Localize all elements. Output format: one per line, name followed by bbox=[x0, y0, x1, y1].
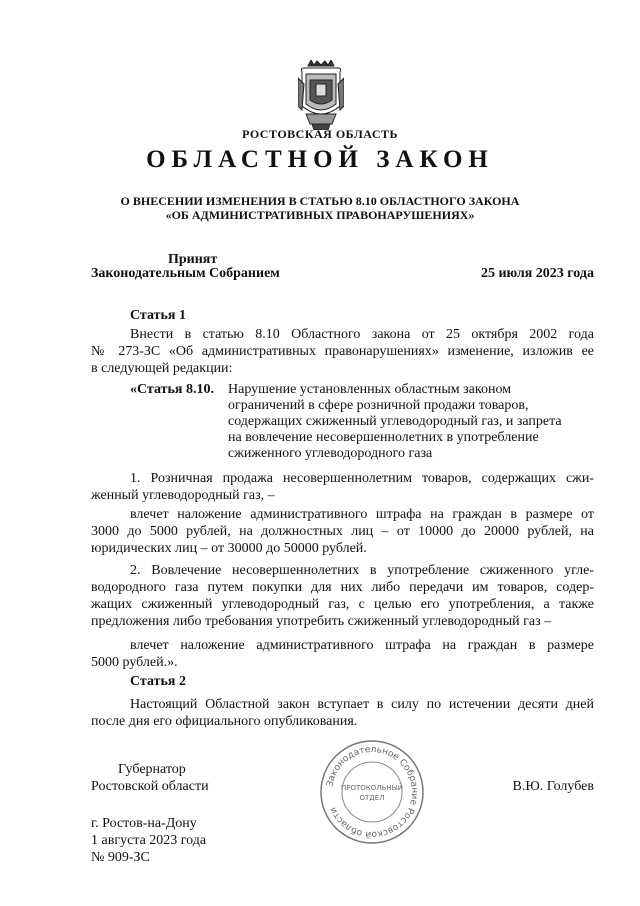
text-line: влечет наложение административного штрафа на граждан в размере от bbox=[130, 507, 594, 522]
governor-region: Ростовской области bbox=[91, 779, 209, 794]
stamp-center-line: ПРОТОКОЛЬНЫЙ bbox=[340, 784, 404, 792]
text-line: Настоящий Областной закон вступает в силу по истечении десяти дней bbox=[130, 697, 594, 712]
quoted-article-8-10 bbox=[130, 382, 562, 461]
quoted-article-title bbox=[228, 382, 562, 462]
law-subject-line: О ВНЕСЕНИИ ИЗМЕНЕНИЯ В СТАТЬЮ 8.10 ОБЛАСТНОГО ЗАКОНА bbox=[120, 194, 520, 208]
text-line: 2. Вовлечение несовершеннолетних в употребление сжиженного угле- bbox=[130, 563, 594, 578]
text-line: 5000 рублей.». bbox=[91, 655, 178, 670]
article-1-heading: Статья 1 bbox=[130, 308, 186, 323]
signing-date: 1 августа 2023 года bbox=[91, 833, 207, 848]
text-line: Внести в статью 8.10 Областного закона от 25 октября 2002 года bbox=[130, 327, 594, 342]
article-1-intro bbox=[91, 326, 594, 377]
governor-title: Губернатор bbox=[118, 762, 186, 777]
adopted-by: Законодательным Собранием bbox=[91, 266, 280, 281]
text-line: предложения либо требования употребить сжиженный углеводородный газ – bbox=[91, 614, 552, 629]
text-line: водородного газа путем покупки для них либо передачи им товаров, содер- bbox=[91, 580, 594, 595]
official-stamp bbox=[318, 738, 426, 846]
text-line: в следующей редакции: bbox=[91, 361, 233, 376]
law-number: № 909-ЗС bbox=[91, 850, 150, 865]
article-1-part-2 bbox=[91, 562, 594, 630]
article-1-penalty-1 bbox=[91, 506, 594, 557]
text-line: содержащих сжиженный углеводородный газ, и запрета bbox=[228, 414, 562, 429]
law-subject bbox=[0, 194, 640, 222]
text-line: Нарушение установленных областным законом bbox=[228, 382, 512, 397]
stamp-center-line: ОТДЕЛ bbox=[359, 794, 385, 802]
text-line: влечет наложение административного штрафа на граждан в размере bbox=[130, 638, 594, 653]
text-line: жащих сжиженный углеводородный газ, с целью его употребления, а также bbox=[91, 597, 594, 612]
text-line: сжиженного углеводородного газа bbox=[228, 446, 433, 461]
text-line: № 273-ЗС «Об административных правонарушениях» изменение, изложив ее bbox=[91, 344, 594, 359]
text-line: юридических лиц – от 30000 до 50000 рублей. bbox=[91, 541, 367, 556]
region-name: РОСТОВСКАЯ ОБЛАСТЬ bbox=[242, 127, 398, 141]
text-line: женный углеводородный газ, – bbox=[91, 488, 275, 503]
article-2-heading: Статья 2 bbox=[130, 674, 186, 689]
article-1-part-1 bbox=[91, 470, 594, 504]
article-2-text bbox=[91, 696, 594, 730]
governor-name: В.Ю. Голубев bbox=[512, 779, 594, 794]
text-line: 1. Розничная продажа несовершеннолетним товаров, содержащих сжи- bbox=[130, 471, 594, 486]
text-line: 3000 до 5000 рублей, на должностных лиц – от 10000 до 20000 рублей, на bbox=[91, 524, 594, 539]
law-subject-line: «ОБ АДМИНИСТРАТИВНЫХ ПРАВОНАРУШЕНИЯХ» bbox=[165, 208, 475, 222]
coat-of-arms-emblem bbox=[298, 60, 344, 130]
text-line: после дня его официального опубликования. bbox=[91, 714, 358, 729]
quoted-article-number: «Статья 8.10. bbox=[130, 382, 214, 397]
document-type-title: ОБЛАСТНОЙ ЗАКОН bbox=[146, 146, 494, 173]
stamp-ring-text: Законодательное Собрание Ростовской области bbox=[325, 744, 420, 840]
article-1-penalty-2 bbox=[91, 637, 594, 671]
adoption-date: 25 июля 2023 года bbox=[480, 266, 594, 281]
signing-place: г. Ростов-на-Дону bbox=[91, 816, 197, 831]
text-line: ограничений в сфере розничной продажи товаров, bbox=[228, 398, 529, 413]
text-line: на вовлечение несовершеннолетних в употребление bbox=[228, 430, 539, 445]
adopted-label: Принят bbox=[168, 252, 218, 267]
